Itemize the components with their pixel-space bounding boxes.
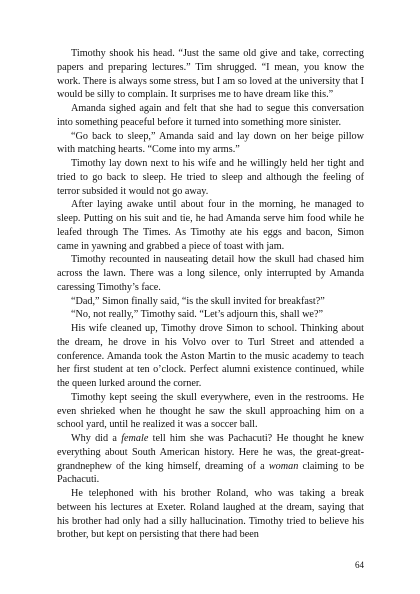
paragraph-text: Timothy lay down next to his wife and he willingly held her tight and tried to go back to sleep. He tried to sleep and although the feeling of terror subsided it would not go away. <box>57 158 364 197</box>
paragraph <box>57 47 364 102</box>
paragraph-text: “Dad,” Simon finally said, “is the skull invited for breakfast?” <box>71 295 325 307</box>
paragraph <box>57 308 364 322</box>
paragraph <box>57 102 364 130</box>
paragraph <box>57 198 364 253</box>
paragraph-text: Timothy recounted in nauseating detail how the skull had chased him across the lawn. There was a long silence, only interrupted by Amanda caressing Timothy’s face. <box>57 254 364 293</box>
paragraph-text: Timothy shook his head. “Just the same old give and take, correcting papers and preparing lectures.” Tim shrugged. “I mean, you know the work. There is always some stress, but I am so loved at the university that I would be silly to complain. It surprises me to have dream like this.” <box>57 48 364 101</box>
paragraph <box>57 130 364 158</box>
italic-text: woman <box>268 460 299 472</box>
paragraph-text: Amanda sighed again and felt that she had to segue this conversation into something peaceful before it turned into something more sinister. <box>57 103 364 128</box>
paragraph-text: His wife cleaned up, Timothy drove Simon to school. Thinking about the dream, he drove in his Volvo over to Turl Street and attended a conference. Amanda took the Aston Martin to the music academy to teach her first student at ten o’clock. Perfect alumni existence continued, while the queen lurked around the corner. <box>57 323 364 389</box>
italic-text: female <box>121 433 149 444</box>
paragraph <box>57 391 364 432</box>
paragraph-text: Why did a <box>71 433 122 444</box>
paragraph-text: tell him she was Pachacuti? He thought he knew everything about South American history. Here he was, the great-great-grandnephew of the king himself, dreaming of a <box>57 433 364 472</box>
paragraph-text: claiming to be Pachacuti. <box>57 460 364 486</box>
paragraph-text: “No, not really,” Timothy said. “Let’s adjourn this, shall we?” <box>71 309 323 321</box>
page-number: 64 <box>355 560 364 570</box>
paragraph-text: After laying awake until about four in the morning, he managed to sleep. Putting on his suit and tie, he had Amanda serve him food while he leafed through The Times. As Timothy ate his eggs and bacon, Simon came in yawning and grabbed a piece of toast with jam. <box>57 199 364 252</box>
page-body <box>57 47 364 542</box>
paragraph <box>57 295 364 309</box>
paragraph <box>57 157 364 198</box>
paragraph-text: He telephoned with his brother Roland, who was taking a break between his lectures at Exeter. Roland laughed at the dream, saying that his brother had only had a silly hallucination. Timothy tried to believe his brother, but kept on persisting that there had been <box>57 488 364 541</box>
paragraph <box>57 487 364 542</box>
paragraph <box>57 253 364 294</box>
paragraph <box>57 432 364 487</box>
paragraph-text: Timothy kept seeing the skull everywhere, even in the restrooms. He even shrieked when he thought he saw the skull approaching him on a school yard, until he realized it was a soccer ball. <box>57 391 364 431</box>
paragraph <box>57 322 364 391</box>
paragraph-text: “Go back to sleep,” Amanda said and lay down on her beige pillow with matching hearts. “Come into my arms.” <box>57 130 364 156</box>
